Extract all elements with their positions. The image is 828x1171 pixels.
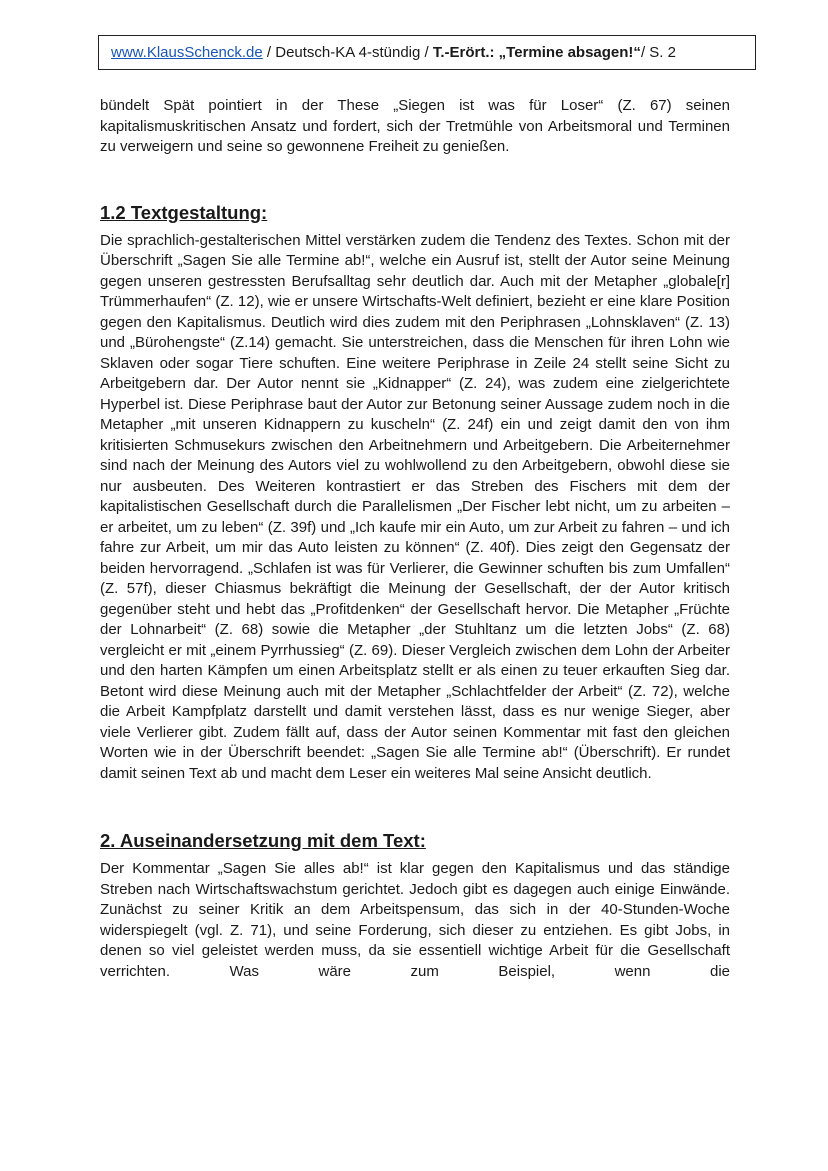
- heading-textgestaltung: 1.2 Textgestaltung:: [100, 201, 268, 223]
- heading-auseinandersetzung: 2. Auseinandersetzung mit dem Text:: [100, 830, 426, 851]
- intro-paragraph: bündelt Spät pointiert in der These „Siegen ist was für Loser“ (Z. 67) seinen kapitalismuskritischen Ansatz und fordert, sich der Tretmühle von Arbeitsmoral und Terminen zu verweigern und seine so gewonnene Freiheit zu genießen.: [100, 97, 730, 155]
- header-page-number: / S. 2: [640, 44, 676, 61]
- header-course: / Deutsch-KA 4-stündig /: [262, 44, 433, 61]
- paragraph-auseinandersetzung: Der Kommentar „Sagen Sie alles ab!“ ist klar gegen den Kapitalismus und das ständige Streben nach Wirtschaftswachstum gerichtet. Jedoch gibt es dagegen auch einige Einwände. Zunächst zu seiner Kritik an dem Arbeitspensum, das sich in der 40-Stunden-Woche widerspiegelt (vgl. Z. 71), und seine Forderung, sich dieser zu entziehen. Es gibt Jobs, in denen so viel geleistet werden muss, da sie essentiell wichtige Arbeit für die Gesellschaft verrichten. Was wäre zum Beispiel, wenn die: [100, 860, 730, 980]
- paragraph-textgestaltung: Die sprachlich-gestalterischen Mittel verstärken zudem die Tendenz des Textes. Schon mit der Überschrift „Sagen Sie alle Termine ab!“, welche ein Ausruf ist, stellt der Autor seine Meinung gegen unseren gestressten Berufsalltag sehr deutlich dar. Auch mit der Metapher „globale[r] Trümmerhaufen“ (Z. 12), wie er unsere Wirtschafts-Welt definiert, bezieht er eine klare Position gegen den Kapitalismus. Deutlich wird dies zudem mit den Periphrasen „Lohnsklaven“ (Z. 13) und „Bürohengste“ (Z.14) gemacht. Sie unterstreichen, dass die Menschen für ihren Lohn wie Sklaven oder sogar Tiere schuften. Eine weitere Periphrase in Zeile 24 stellt seine Sicht zu Arbeitgebern dar. Der Autor nennt sie „Kidnapper“ (Z. 24), was zudem eine zielgerichtete Hyperbel ist. Diese Periphrase baut der Autor zur Betonung seiner Aussage zudem noch in die Metapher „mit unseren Kidnappern zu kuscheln“ (Z. 24f) ein und zeigt damit den von ihm kritisierten Schmusekurs zwischen den Arbeitnehmern und Arbeitgebern. Die Arbeiternehmer sind nach der Meinung des Autors viel zu wohlwollend zu den Arbeitgebern, obwohl diese sie nur ausbeuten. Des Weiteren kontrastiert er das Streben des Fischers mit dem der kapitalistischen Gesellschaft durch die Parallelismen „Der Fischer lebt nicht, um zu arbeiten – er arbeitet, um zu leben“ (Z. 39f) und „Ich kaufe mir ein Auto, um zur Arbeit zu fahren – und ich fahre zur Arbeit, um mir das Auto leisten zu können“ (Z. 40f). Dies zeigt den Gegensatz der beiden hervorragend. „Schlafen ist was für Verlierer, die Gewinner schuften bis zum Umfallen“ (Z. 57f), dieser Chiasmus bekräftigt die Meinung der Gesellschaft, der der Autor kritisch gegenüber steht und hebt das „Profitdenken“ der Gesellschaft hervor. Die Metapher „Früchte der Lohnarbeit“ (Z. 68) sowie die Metapher „der Stuhltanz um die letzten Jobs“ (Z. 68) vergleicht er mit „einem Pyrrhussieg“ (Z. 69). Dieser Vergleich zwischen dem Lohn der Arbeiter und den harten Kämpfen um einen Arbeitsplatz stellt er als einen zu teuer erkauften Sieg dar. Betont wird diese Meinung auch mit der Metapher „Schlachtfelder der Arbeit“ (Z. 72), welche die Arbeit Kampfplatz darstellt und damit verstehen lässt, dass es nur wenige Sieger, aber viele Verlierer gibt. Zudem fällt auf, dass der Autor seinen Kommentar mit fast den gleichen Worten wie in der Überschrift beendet: „Sagen Sie alle Termine ab!“ (Überschrift). Er rundet damit seinen Text ab und macht dem Leser ein weiteres Mal seine Ansicht deutlich.: [100, 231, 730, 782]
- document-body: [100, 96, 730, 982]
- website-link[interactable]: www.KlausSchenck.de: [111, 44, 263, 61]
- header-title: T.-Erört.: „Termine absagen!“: [432, 44, 641, 61]
- page-header: [98, 35, 756, 70]
